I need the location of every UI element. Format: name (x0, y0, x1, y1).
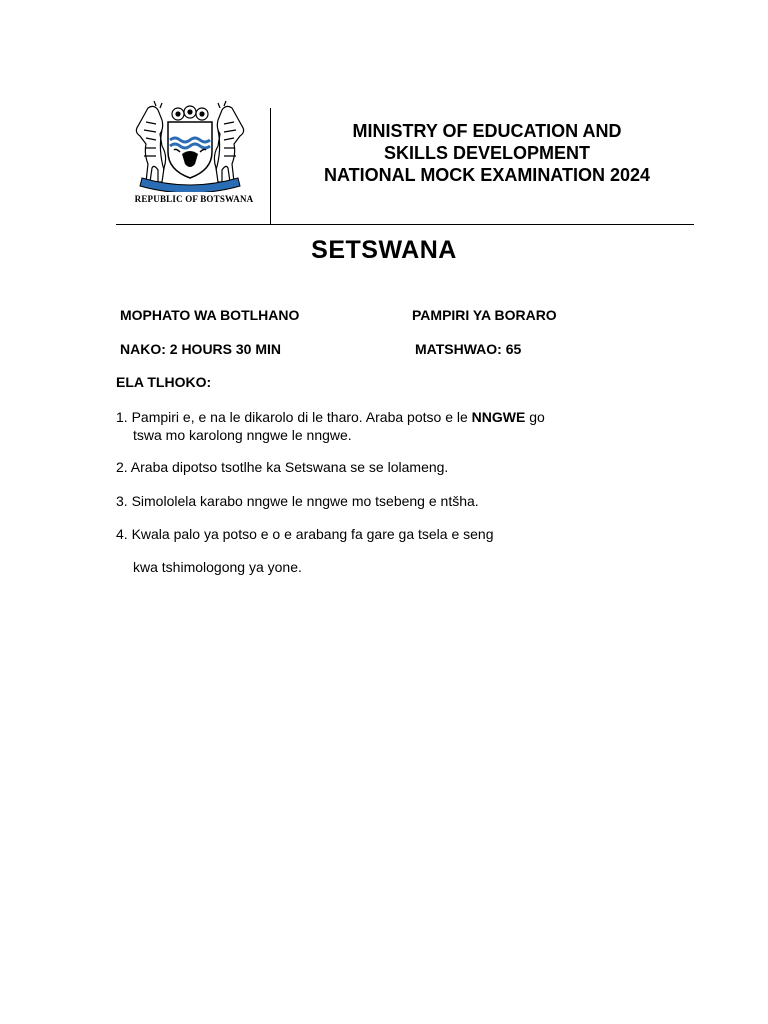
grade-label: MOPHATO WA BOTLHANO (120, 307, 300, 323)
logo-block (118, 100, 270, 210)
exam-title: NATIONAL MOCK EXAMINATION 2024 (323, 165, 651, 185)
instruction-1-line-2: tswa mo karolong nngwe le nngwe. (133, 427, 352, 443)
instruction-item-2: 2. Araba dipotso tsotlhe ka Setswana se se lolameng. (116, 459, 449, 475)
instructions-heading: ELA TLHOKO: (116, 374, 212, 390)
ministry-line-1: MINISTRY OF EDUCATION AND (352, 121, 622, 141)
instruction-1-tail: go (525, 409, 545, 425)
marks-label: MATSHWAO: 65 (415, 341, 522, 357)
instruction-item-4-line-2 (116, 558, 302, 576)
instruction-1-emphasis: NNGWE (471, 409, 526, 425)
coat-of-arms-icon (126, 100, 254, 192)
instruction-4-line-2: kwa tshimologong ya yone. (133, 559, 302, 575)
instruction-item-1 (116, 408, 545, 444)
instruction-item-4: 4. Kwala palo ya potso e o e arabang fa gare ga tsela e seng (116, 526, 494, 542)
subject-title: SETSWANA (311, 236, 457, 264)
time-label: NAKO: 2 HOURS 30 MIN (120, 341, 282, 357)
republic-label: REPUBLIC OF BOTSWANA (134, 194, 254, 204)
instruction-item-3: 3. Simololela karabo nngwe le nngwe mo tsebeng e ntšha. (116, 493, 479, 509)
instruction-1-text: 1. Pampiri e, e na le dikarolo di le tharo. Araba potso e le (116, 409, 472, 425)
header-horizontal-divider (116, 224, 694, 225)
ministry-line-2: SKILLS DEVELOPMENT (383, 143, 590, 163)
header-vertical-divider (270, 108, 271, 225)
paper-label: PAMPIRI YA BORARO (412, 307, 557, 323)
header-titles (280, 120, 694, 186)
